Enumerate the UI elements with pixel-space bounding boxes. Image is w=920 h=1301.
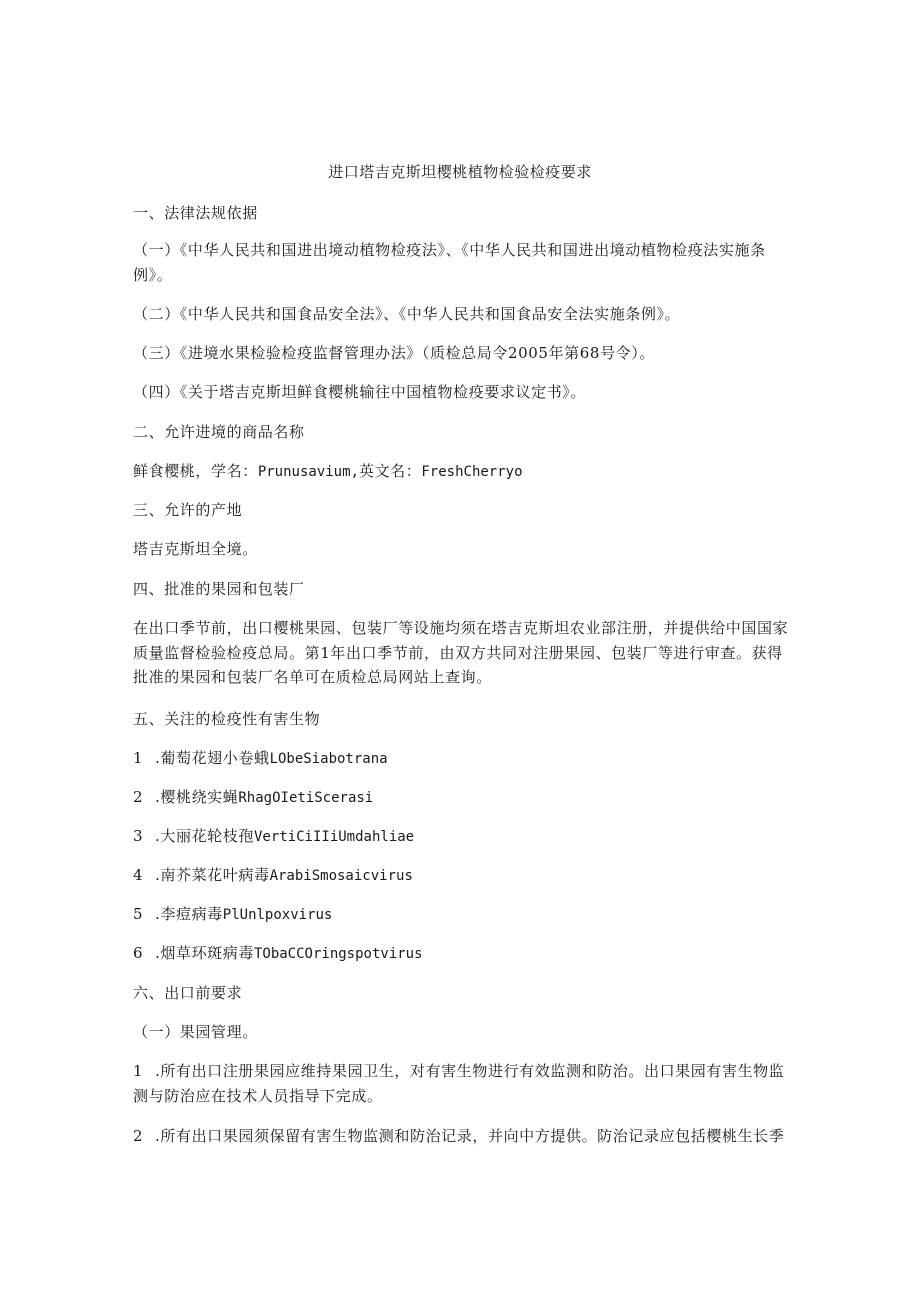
pest-chinese-name: .葡萄花翅小卷蛾 <box>155 749 270 767</box>
pest-latin-name: ArabiSmosaicvirus <box>269 868 413 884</box>
section-2-english-name: FreshCherryo <box>421 464 523 480</box>
section-3-body: 塔吉克斯坦全境。 <box>133 540 258 558</box>
pest-latin-name: PlUnlpoxvirus <box>222 907 333 923</box>
pest-number: 6 <box>133 944 144 962</box>
pest-latin-name: TObaCCOringspotvirus <box>253 946 423 962</box>
section-1-item-1: （一）《中华人民共和国进出境动植物检疫法》、《中华人民共和国进出境动植物检疫法实施条例》。 <box>133 241 766 284</box>
section-2-latin-name: Prunusavium, <box>257 464 359 480</box>
pest-number: 5 <box>133 905 144 923</box>
pest-item-3 <box>133 824 793 850</box>
section-4-heading: 四、批准的果园和包装厂 <box>133 580 305 598</box>
pest-chinese-name: .李痘病毒 <box>155 905 223 923</box>
section-6-item-2 <box>133 1124 793 1149</box>
item-text: .所有出口果园须保留有害生物监测和防治记录，并向中方提供。防治记录应包括樱桃生长季 <box>155 1127 785 1145</box>
section-4-body: 在出口季节前，出口樱桃果园、包装厂等设施均须在塔吉克斯坦农业部注册，并提供给中国国家质量监督检验检疫总局。第1年出口季节前，由双方共同对注册果园、包装厂等进行审查。获得批准的果园和包装厂名单可在质检总局网站上查询。 <box>133 619 789 686</box>
pest-latin-name: LObeSiabotrana <box>269 751 388 767</box>
document-title: 进口塔吉克斯坦樱桃植物检验检疫要求 <box>328 163 592 181</box>
pest-number: 2 <box>133 788 144 806</box>
pest-item-4 <box>133 863 793 889</box>
section-5-heading: 五、关注的检疫性有害生物 <box>133 710 321 728</box>
pest-chinese-name: .樱桃绕实蝇 <box>155 788 239 806</box>
pest-chinese-name: .南芥菜花叶病毒 <box>155 866 270 884</box>
item-number: 1 <box>133 1062 144 1080</box>
section-2-heading: 二、允许进境的商品名称 <box>133 423 305 441</box>
section-1-item-4: （四）《关于塔吉克斯坦鲜食樱桃输往中国植物检疫要求议定书》。 <box>133 383 587 401</box>
section-1-heading: 一、法律法规依据 <box>133 204 258 222</box>
item-text: .所有出口注册果园应维持果园卫生，对有害生物进行有效监测和防治。出口果园有害生物监测与防治应在技术人员指导下完成。 <box>133 1062 785 1105</box>
section-6-heading: 六、出口前要求 <box>133 984 243 1002</box>
pest-item-2 <box>133 785 793 811</box>
pest-chinese-name: .烟草环斑病毒 <box>155 944 254 962</box>
pest-latin-name: VertiCiIIiUmdahliae <box>253 829 415 845</box>
pest-latin-name: RhagOIetiScerasi <box>238 790 374 806</box>
section-2-body-middle: 英文名： <box>358 462 422 480</box>
pest-chinese-name: .大丽花轮枝孢 <box>155 827 254 845</box>
pest-number: 3 <box>133 827 144 845</box>
section-6-item-1 <box>133 1059 793 1108</box>
section-3-heading: 三、允许的产地 <box>133 501 243 519</box>
pest-item-6 <box>133 941 793 967</box>
section-2-body-prefix: 鲜食樱桃，学名： <box>133 462 258 480</box>
section-2-body <box>133 459 793 485</box>
pest-item-5 <box>133 902 793 928</box>
section-6-sub-1: （一）果园管理。 <box>133 1023 258 1041</box>
pest-item-1 <box>133 746 793 772</box>
pest-number: 1 <box>133 749 144 767</box>
pest-number: 4 <box>133 866 144 884</box>
item-number: 2 <box>133 1127 144 1145</box>
section-1-item-2: （二）《中华人民共和国食品安全法》、《中华人民共和国食品安全法实施条例》。 <box>133 305 681 323</box>
section-1-item-3: （三）《进境水果检验检疫监督管理办法》（质检总局令2005年第68号令）。 <box>133 344 655 362</box>
